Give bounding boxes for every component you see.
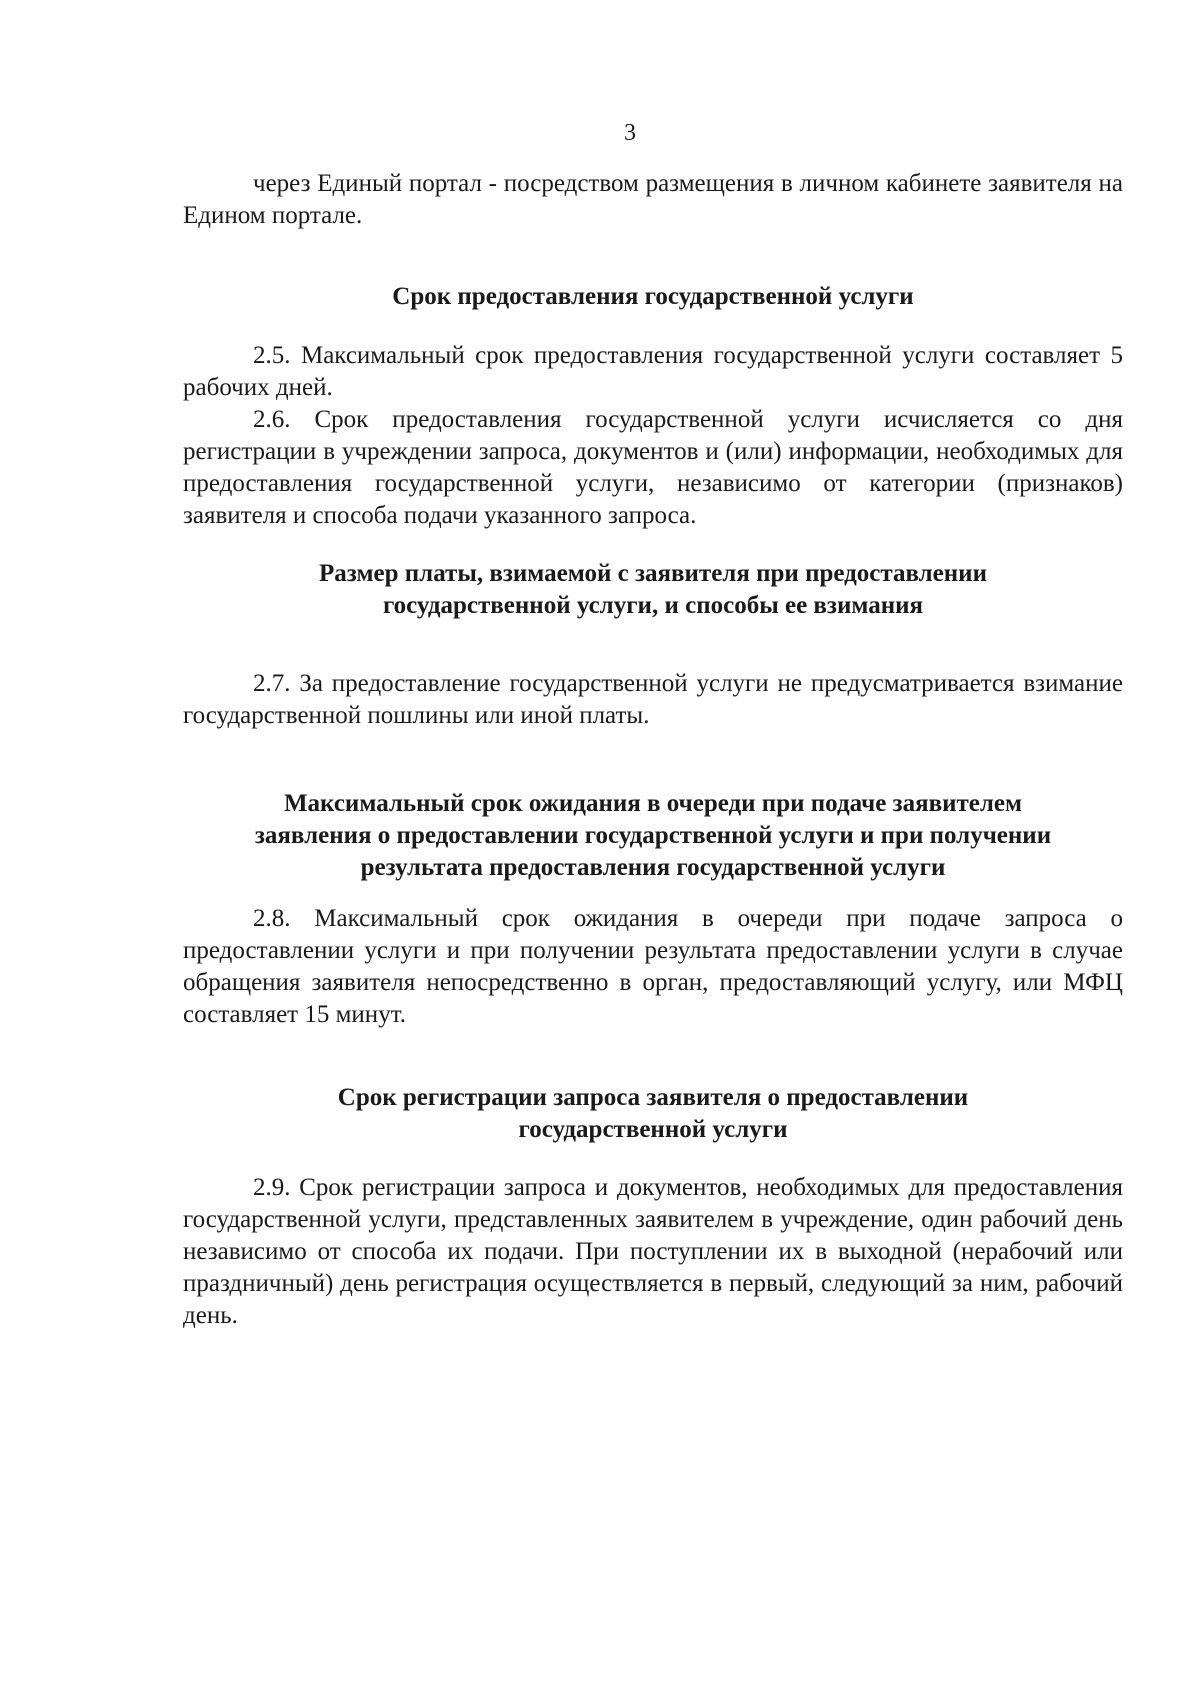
paragraph-2-8: 2.8. Максимальный срок ожидания в очереди при подаче запроса о предоставлении услуги и при получении результата предоставлении услуги в случае обращения заявителя непосредственно в орган, предоставляющий услугу, или МФЦ составляет 15 минут. bbox=[183, 905, 1123, 1028]
heading-line: государственной услуги bbox=[518, 1116, 788, 1143]
section-heading-registration bbox=[183, 1082, 1123, 1146]
section-heading-queue bbox=[183, 788, 1123, 884]
section-heading-term bbox=[183, 281, 1123, 313]
page-number: 3 bbox=[624, 120, 636, 146]
paragraph-2-6: 2.6. Срок предоставления государственной услуги исчисляется со дня регистрации в учреждении запроса, документов и (или) информации, необходимых для предоставления государственной услуги, независимо от категории (признаков) заявителя и способа подачи указанного запроса. bbox=[183, 406, 1123, 529]
heading-line: Максимальный срок ожидания в очереди при подаче заявителем bbox=[283, 790, 1023, 817]
heading-line: Срок предоставления государственной услуги bbox=[392, 283, 914, 310]
intro-paragraph: через Единый портал - посредством размещения в личном кабинете заявителя на Едином портале. bbox=[183, 170, 1123, 229]
paragraph-2-7: 2.7. За предоставление государственной услуги не предусматривается взимание государственной пошлины или иной платы. bbox=[183, 670, 1123, 729]
heading-line: государственной услуги, и способы ее взимания bbox=[382, 592, 924, 619]
heading-line: Срок регистрации запроса заявителя о предоставлении bbox=[337, 1084, 969, 1111]
heading-line: Размер платы, взимаемой с заявителя при предоставлении bbox=[319, 560, 987, 587]
section-heading-fee bbox=[183, 558, 1123, 622]
paragraph-2-9: 2.9. Срок регистрации запроса и документов, необходимых для предоставления государственной услуги, представленных заявителем в учреждение, один рабочий день независимо от способа их подачи. При поступлении их в выходной (нерабочий или праздничный) день регистрация осуществляется в первый, следующий за ним, рабочий день. bbox=[183, 1174, 1123, 1329]
paragraph-2-5: 2.5. Максимальный срок предоставления государственной услуги составляет 5 рабочих дней. bbox=[183, 342, 1123, 401]
heading-line: заявления о предоставлении государственной услуги и при получении bbox=[254, 822, 1052, 849]
heading-line: результата предоставления государственной услуги bbox=[360, 854, 946, 881]
